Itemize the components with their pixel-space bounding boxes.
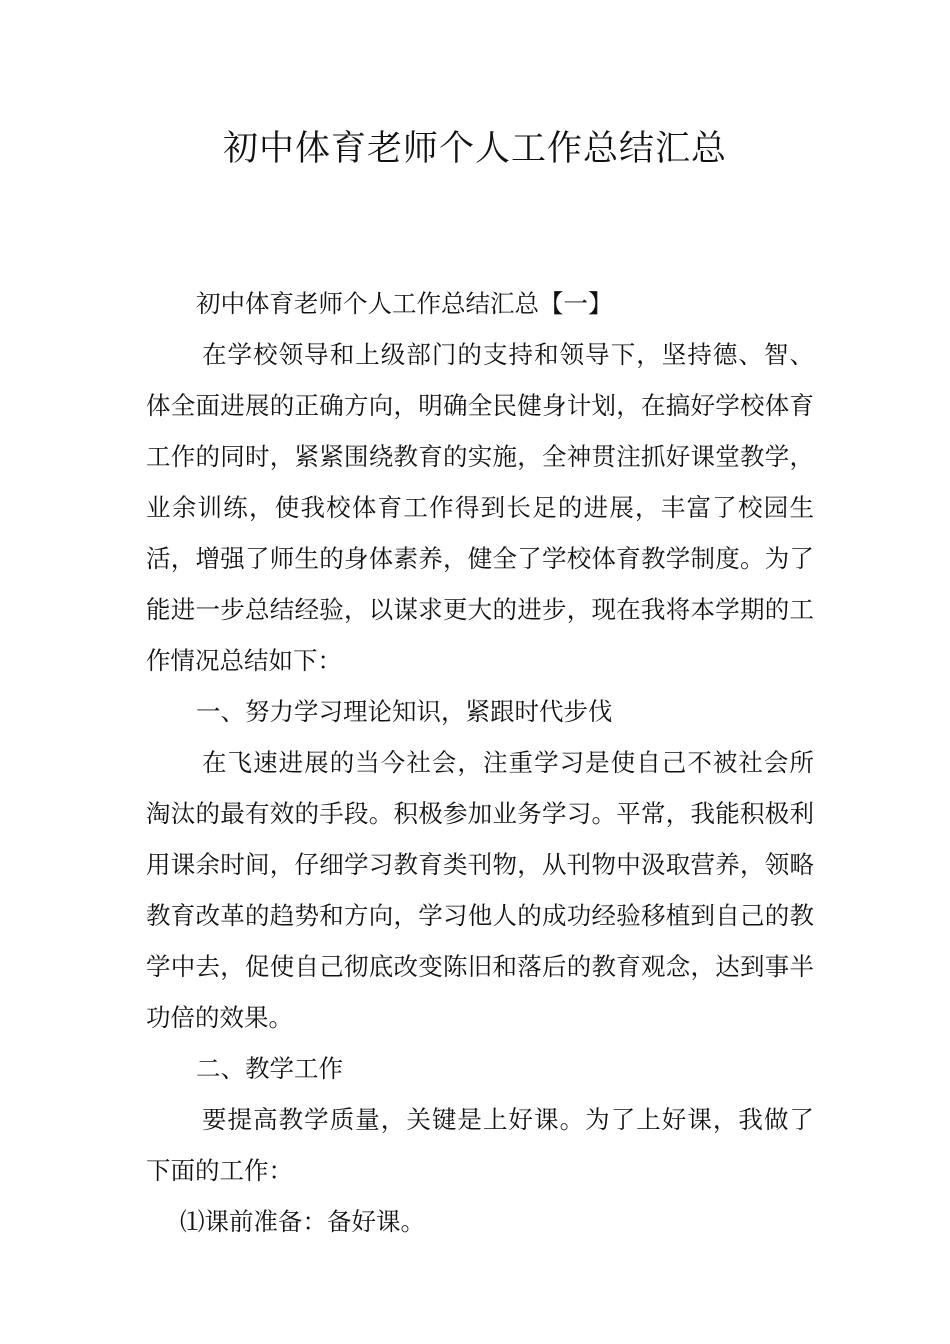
section-heading: 初中体育老师个人工作总结汇总【一】 [196,289,613,318]
paragraph-2: 要提高教学质量，关键是上好课。为了上好课，我做了下面的工作： [146,1105,814,1185]
intro-paragraph: 在学校领导和上级部门的支持和领导下，坚持德、智、体全面进展的正确方向，明确全民健身计划，在搞好学校体育工作的同时，紧紧围绕教育的实施，全神贯注抓好课堂教学，业余训练，使我校体育工作得到长足的进展，丰富了校园生活，增强了师生的身体素养，健全了学校体育教学制度。为了能进一步总结经验，以谋求更大的进步，现在我将本学期的工作情况总结如下： [146,340,814,675]
heading-1: 一、努力学习理论知识，紧跟时代步伐 [196,697,613,726]
heading-2: 二、教学工作 [196,1054,343,1083]
list-item-1: ⑴课前准备：备好课。 [180,1207,425,1236]
document-body [146,278,814,1247]
paragraph-1: 在飞速进展的当今社会，注重学习是使自己不被社会所淘汰的最有效的手段。积极参加业务学习。平常，我能积极利用课余时间，仔细学习教育类刊物，从刊物中汲取营养，领略教育改革的趋势和方向，学习他人的成功经验移植到自己的教学中去，促使自己彻底改变陈旧和落后的教育观念，达到事半功倍的效果。 [146,748,814,1032]
document-title: 初中体育老师个人工作总结汇总 [222,129,727,169]
